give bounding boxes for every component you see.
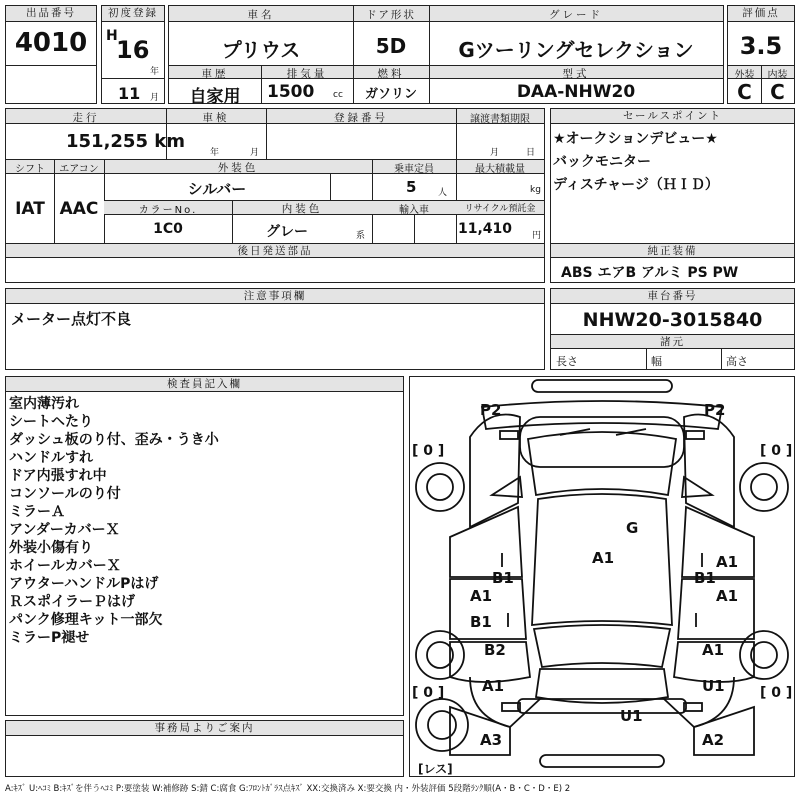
auction-score: 3.5 bbox=[739, 32, 783, 60]
equipment-list: ABS エアB アルミ PS PW bbox=[561, 265, 739, 281]
office-notice-label: 事務局よりご案内 bbox=[6, 721, 403, 736]
exterior-color: シルバー bbox=[187, 180, 247, 198]
history-label: 車歴 bbox=[201, 68, 229, 80]
mark-p2-right: P2 bbox=[704, 401, 726, 419]
inspection-label: 車検 bbox=[202, 112, 230, 124]
inspector-line-10: ホイールカバーＸ bbox=[9, 558, 121, 574]
shift-label: シフト bbox=[15, 164, 45, 175]
score-label: 評価点 bbox=[728, 6, 794, 22]
mark-a1-right-front: A1 bbox=[716, 553, 739, 571]
exterior-grade: C bbox=[737, 80, 752, 104]
sales-point-3: ディスチャージ（ＨＩＤ） bbox=[553, 177, 719, 193]
chassis-number: NHW20-3015840 bbox=[582, 309, 763, 331]
exterior-label: 外装 bbox=[734, 70, 755, 81]
inspector-notes-label: 検査員記入欄 bbox=[6, 377, 403, 392]
transfer-month-unit: 月 bbox=[490, 148, 500, 158]
ac-label: エアコン bbox=[59, 164, 99, 175]
model-name: プリウス bbox=[221, 38, 301, 62]
mark-b1-left-rear-door: B1 bbox=[470, 613, 492, 631]
tire-rear-right: [ 0 ] bbox=[760, 685, 793, 701]
later-parts-label: 後日発送部品 bbox=[6, 243, 544, 258]
displacement: 1500 bbox=[267, 82, 315, 102]
inspector-line-7: ミラーＡ bbox=[9, 504, 65, 520]
recycle-label: リサイクル預託金 bbox=[464, 204, 536, 214]
max-load-label: 最大積載量 bbox=[475, 164, 525, 175]
transfer-day-unit: 日 bbox=[526, 148, 536, 158]
tire-front-left: [ 0 ] bbox=[412, 443, 445, 459]
shift-value: IAT bbox=[15, 199, 45, 219]
inspector-line-14: ミラーP褪せ bbox=[9, 630, 90, 646]
inspection-month-unit: 月 bbox=[250, 148, 260, 158]
interior-color-label: 内装色 bbox=[281, 203, 323, 215]
main-header-box bbox=[168, 5, 724, 107]
chassis-label: 車台番号 bbox=[551, 289, 794, 304]
tire-front-right: [ 0 ] bbox=[760, 443, 793, 459]
mark-a1-roof: A1 bbox=[592, 549, 615, 567]
displacement-label: 排気量 bbox=[286, 68, 328, 80]
door-type: 5D bbox=[375, 34, 407, 58]
score-box bbox=[727, 5, 795, 104]
inspector-line-8: アンダーカバーＸ bbox=[9, 522, 120, 538]
vehicle-history: 自家用 bbox=[189, 87, 241, 107]
notes-text: メーター点灯不良 bbox=[11, 310, 132, 328]
damage-diagram-box bbox=[409, 376, 795, 777]
lot-number-box bbox=[5, 5, 97, 104]
inspector-line-5: ドア内張すれ中 bbox=[9, 468, 107, 484]
era-letter: H bbox=[106, 28, 118, 44]
model-name-label: 車名 bbox=[247, 9, 275, 21]
inspector-line-6: コンソールのり付 bbox=[9, 486, 121, 502]
year-unit: 年 bbox=[150, 67, 160, 77]
color-number-label: カラーNo. bbox=[138, 205, 198, 216]
mark-b2-left-rear: B2 bbox=[484, 641, 506, 659]
model-code: DAA-NHW20 bbox=[516, 82, 636, 102]
length-label: 長さ bbox=[556, 355, 578, 368]
exterior-color-label: 外装色 bbox=[217, 162, 259, 174]
car-body-diagram bbox=[410, 377, 794, 776]
mark-a1-left-door: A1 bbox=[470, 587, 493, 605]
mark-p2-left: P2 bbox=[480, 401, 502, 419]
registration-month: 11 bbox=[118, 84, 141, 103]
inspector-line-11: アウターハンドルPはげ bbox=[9, 576, 159, 592]
lot-number-label: 出品番号 bbox=[6, 6, 96, 22]
first-registration-box bbox=[101, 5, 165, 104]
grade-label: グレード bbox=[549, 9, 603, 21]
model-code-label: 型式 bbox=[562, 68, 590, 80]
inspector-notes-box bbox=[5, 376, 404, 716]
registration-number-label: 登録番号 bbox=[334, 112, 388, 124]
displacement-unit: cc bbox=[333, 90, 343, 100]
fuel-label: 燃料 bbox=[377, 68, 405, 80]
mark-a2-right-rear: A2 bbox=[702, 731, 725, 749]
interior-color-unit: 系 bbox=[356, 231, 366, 241]
fuel-type: ガソリン bbox=[364, 87, 417, 102]
mark-a3-left-rear: A3 bbox=[480, 731, 503, 749]
spec-label: 諸元 bbox=[551, 334, 794, 349]
sales-points-box bbox=[550, 108, 795, 283]
chassis-box bbox=[550, 288, 795, 370]
height-label: 高さ bbox=[726, 355, 748, 368]
mark-b1-left-front-door: B1 bbox=[492, 569, 514, 587]
import-label: 輸入車 bbox=[399, 205, 429, 216]
spare-tire-status: [レス] bbox=[418, 762, 453, 776]
max-load-unit: kg bbox=[530, 185, 541, 195]
inspector-line-12: ＲスポイラーＰはげ bbox=[9, 594, 135, 610]
capacity-value: 5 bbox=[406, 178, 417, 196]
sales-point-2: バックモニター bbox=[553, 154, 651, 170]
recycle-fee: 11,410 bbox=[458, 221, 513, 237]
notes-label: 注意事項欄 bbox=[6, 289, 544, 304]
capacity-unit: 人 bbox=[438, 188, 448, 198]
inspector-line-4: ハンドルすれ bbox=[9, 450, 93, 466]
equipment-label: 純正装備 bbox=[551, 243, 794, 258]
grade: Gツーリングセレクション bbox=[458, 38, 694, 62]
sales-point-1: ★オークションデビュー★ bbox=[553, 131, 718, 147]
mark-g-windshield: G bbox=[626, 519, 639, 537]
inspector-line-13: パンク修理キット一部欠 bbox=[9, 612, 163, 628]
door-label: ドア形状 bbox=[366, 9, 416, 21]
lot-number: 4010 bbox=[14, 28, 88, 58]
width-label: 幅 bbox=[651, 355, 662, 368]
legend-text: A:ｷｽﾞ U:ﾍｺﾐ B:ｷｽﾞを伴うﾍｺﾐ P:要塗装 W:補修跡 S:錆 C:腐食 G:ﾌﾛﾝﾄｶﾞﾗｽ点ｷｽﾞ XX:交換済み X:要交換 内・外装評価 5段階ﾗﾝｸ順(A・B・C・D・E) 2 bbox=[5, 784, 571, 794]
inspector-line-3: ダッシュ板のり付、歪み・うき小 bbox=[9, 432, 219, 448]
mark-u1-right-rear: U1 bbox=[702, 677, 725, 695]
mark-a1-right-rear-door: A1 bbox=[702, 641, 725, 659]
vehicle-info-box bbox=[5, 108, 545, 283]
inspector-line-9: 外装小傷有り bbox=[9, 540, 93, 556]
transfer-deadline-label: 譲渡書類期限 bbox=[470, 114, 530, 125]
color-number: 1C0 bbox=[153, 221, 183, 237]
month-unit: 月 bbox=[150, 93, 160, 103]
first-registration-label: 初度登録 bbox=[102, 6, 164, 22]
interior-grade: C bbox=[770, 80, 785, 104]
tire-rear-left: [ 0 ] bbox=[412, 685, 445, 701]
inspector-line-1: 室内薄汚れ bbox=[9, 396, 79, 412]
mileage-value: 151,255 km bbox=[66, 131, 185, 152]
interior-label: 内装 bbox=[767, 70, 788, 81]
mark-a1-right-front-door: A1 bbox=[716, 587, 739, 605]
inspection-year-unit: 年 bbox=[210, 148, 220, 158]
notes-box bbox=[5, 288, 545, 370]
office-notice-box bbox=[5, 720, 404, 777]
ac-value: AAC bbox=[59, 199, 99, 219]
mark-u1-rear-bumper: U1 bbox=[620, 707, 643, 725]
capacity-label: 乗車定員 bbox=[394, 164, 434, 175]
mileage-label: 走行 bbox=[72, 112, 100, 124]
recycle-unit: 円 bbox=[532, 231, 542, 241]
registration-year: 16 bbox=[116, 36, 150, 64]
mark-a1-left-rear-quarter: A1 bbox=[482, 677, 505, 695]
mark-b1-right-front-door: B1 bbox=[694, 569, 716, 587]
interior-color: グレー bbox=[266, 224, 308, 240]
sales-points-label: セールスポイント bbox=[551, 109, 794, 124]
inspector-line-2: シートヘたり bbox=[9, 414, 93, 430]
